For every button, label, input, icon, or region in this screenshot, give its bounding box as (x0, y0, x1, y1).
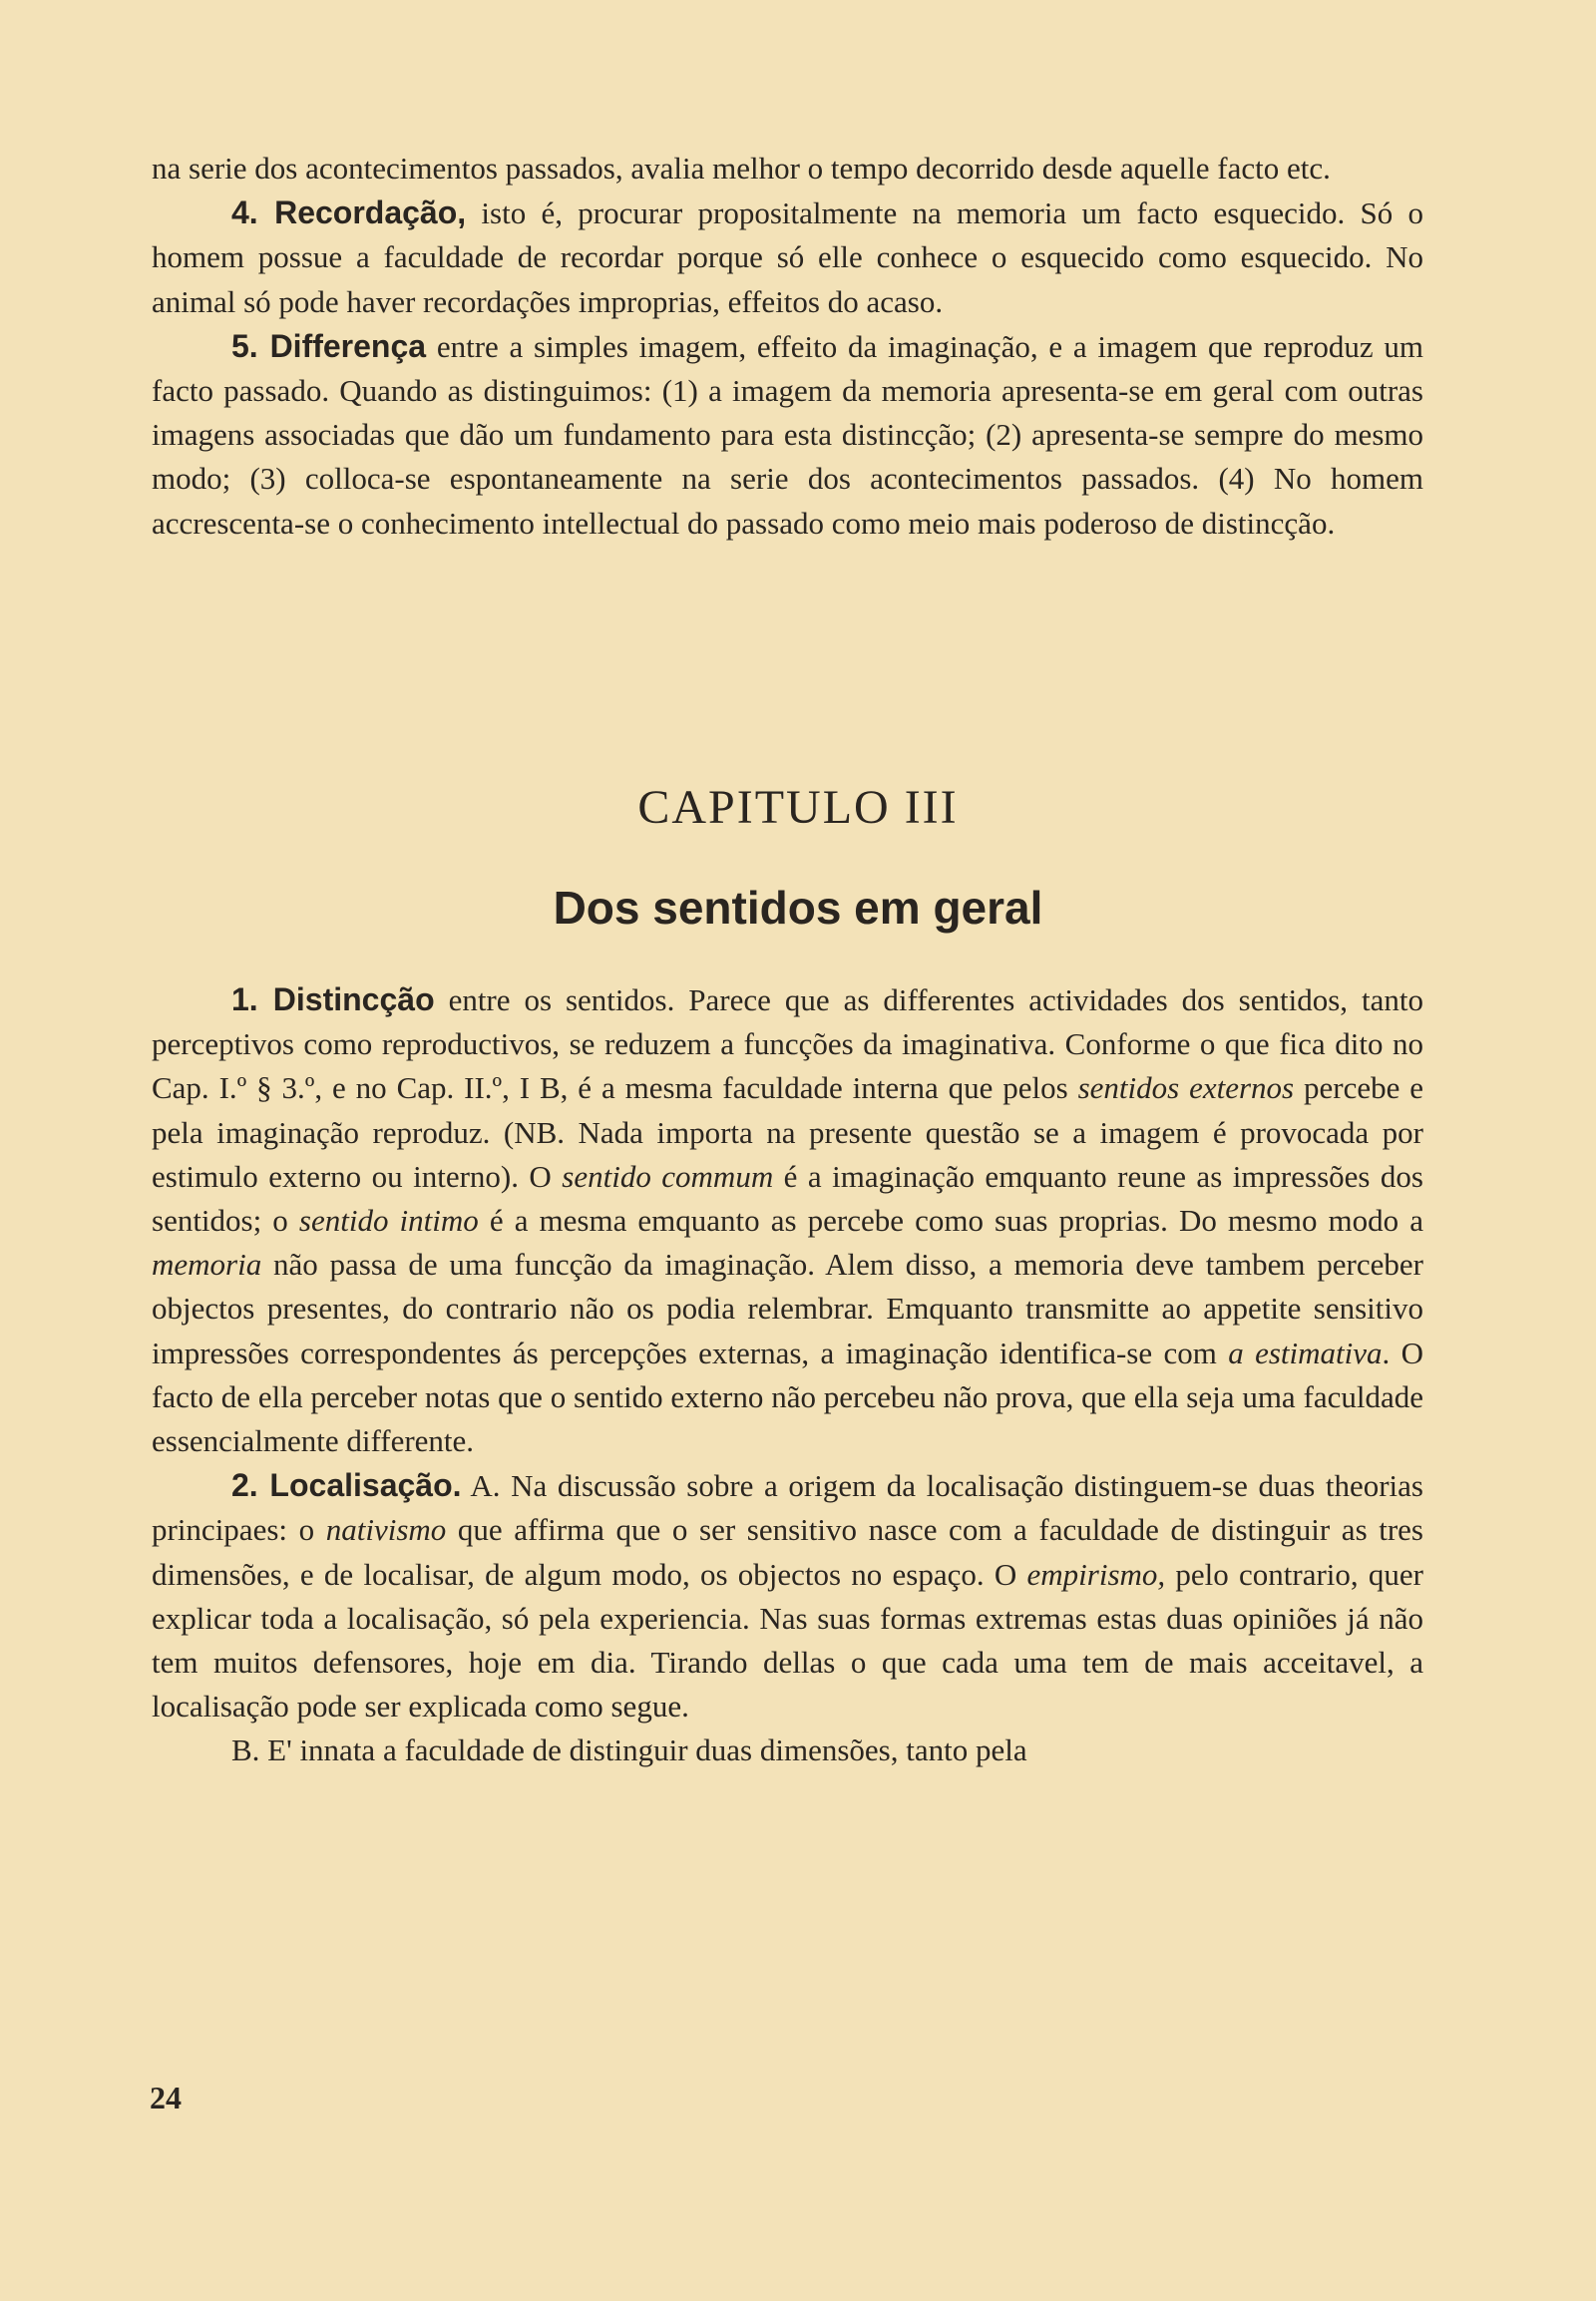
italic-term: memoria (152, 1247, 262, 1283)
paragraph-continuation: na serie dos acontecimentos passados, avalia melhor o tempo decorrido desde aquelle facto etc. (152, 151, 1331, 186)
paragraph-heading: 2. Localisação. (231, 1467, 462, 1504)
chapter-heading: CAPITULO III (637, 781, 959, 834)
paragraph-distinccao (152, 977, 1423, 1463)
italic-term: nativismo (325, 1512, 447, 1548)
top-text-block (152, 147, 1423, 546)
bottom-text-block (152, 977, 1423, 1773)
text-run: percebe e pela imaginação reproduz. (NB. Nada importa na presente questão se a imagem é provocada por estimulo externo ou interno). O (152, 1070, 1424, 1194)
paragraph-heading: 5. Differença (231, 327, 427, 364)
text-run: entre os sentidos. Parece que as differentes actividades dos sentidos, tanto perceptivos como reproductivos, se reduzem a funcções da imaginativa. Conforme o que fica dito no Cap. I.º § 3.º, e no Cap. II.º, I B, é a mesma faculdade interna que pelos (152, 982, 1423, 1106)
paragraph-recordacao (152, 191, 1423, 324)
italic-term: empirismo, (1026, 1556, 1166, 1592)
text-run: é a imaginação emquanto reune as impressões dos sentidos; o (152, 1158, 1423, 1239)
text-run: não passa de uma funcção da imaginação. Alem disso, a memoria deve tambem perceber objectos presentes, do contrario não os podia relembrar. Emquanto transmitte ao appetite sensitivo impressões correspondentes ás percepções externas, a imaginação identifica-se com (152, 1247, 1423, 1370)
italic-term: sentidos externos (1077, 1070, 1295, 1106)
paragraph-text: entre a simples imagem, effeito da imaginação, e a imagem que reproduz um facto passado. Quando as distinguimos: (1) a imagem da memoria apresenta-se em geral com outras imagens associadas que dão um fundamento para esta distincção; (2) apresenta-se sempre do mesmo modo; (3) colloca-se espontaneamente na serie dos acontecimentos passados. (4) No homem accrescenta-se o conhecimento intellectual do passado como meio mais poderoso de distincção. (152, 328, 1423, 541)
paragraph-b: B. E' innata a faculdade de distinguir duas dimensões, tanto pela (231, 1732, 1027, 1768)
italic-term: sentido commum (562, 1158, 774, 1194)
text-run: que affirma que o ser sensitivo nasce com a faculdade de distinguir as tres dimensões, e de localisar, de algum modo, os objectos no espaço. O (152, 1512, 1423, 1592)
text-run: pelo contrario, quer explicar toda a localisação, só pela experiencia. Nas suas formas extremas estas duas opiniões já não tem muitos defensores, hoje em dia. Tirando dellas o que cada uma tem de mais acceitavel, a localisação pode ser explicada como segue. (152, 1556, 1423, 1725)
text-run: é a mesma emquanto as percebe como suas proprias. Do mesmo modo a (478, 1203, 1423, 1239)
section-title: Dos sentidos em geral (553, 882, 1043, 934)
italic-term: a estimativa (1228, 1335, 1383, 1370)
paragraph-heading: 4. Recordação, (231, 194, 467, 231)
italic-term: sentido intimo (298, 1203, 479, 1239)
paragraph-text: isto é, procurar propositalmente na memoria um facto esquecido. Só o homem possue a faculdade de recordar porque só elle conhece o esquecido como esquecido. No animal só pode haver recordações improprias, effeitos do acaso. (152, 195, 1424, 319)
paragraph-localisacao (152, 1463, 1423, 1728)
page-number: 24 (150, 2080, 182, 2115)
text-run: A. Na discussão sobre a origem da localisação distinguem-se duas theorias principaes: o (152, 1468, 1423, 1548)
paragraph-differenca (152, 324, 1423, 546)
paragraph-heading: 1. Distincção (231, 981, 435, 1017)
text-run: . O facto de ella perceber notas que o sentido externo não percebeu não prova, que ella seja uma faculdade essencialmente differente. (152, 1335, 1424, 1459)
